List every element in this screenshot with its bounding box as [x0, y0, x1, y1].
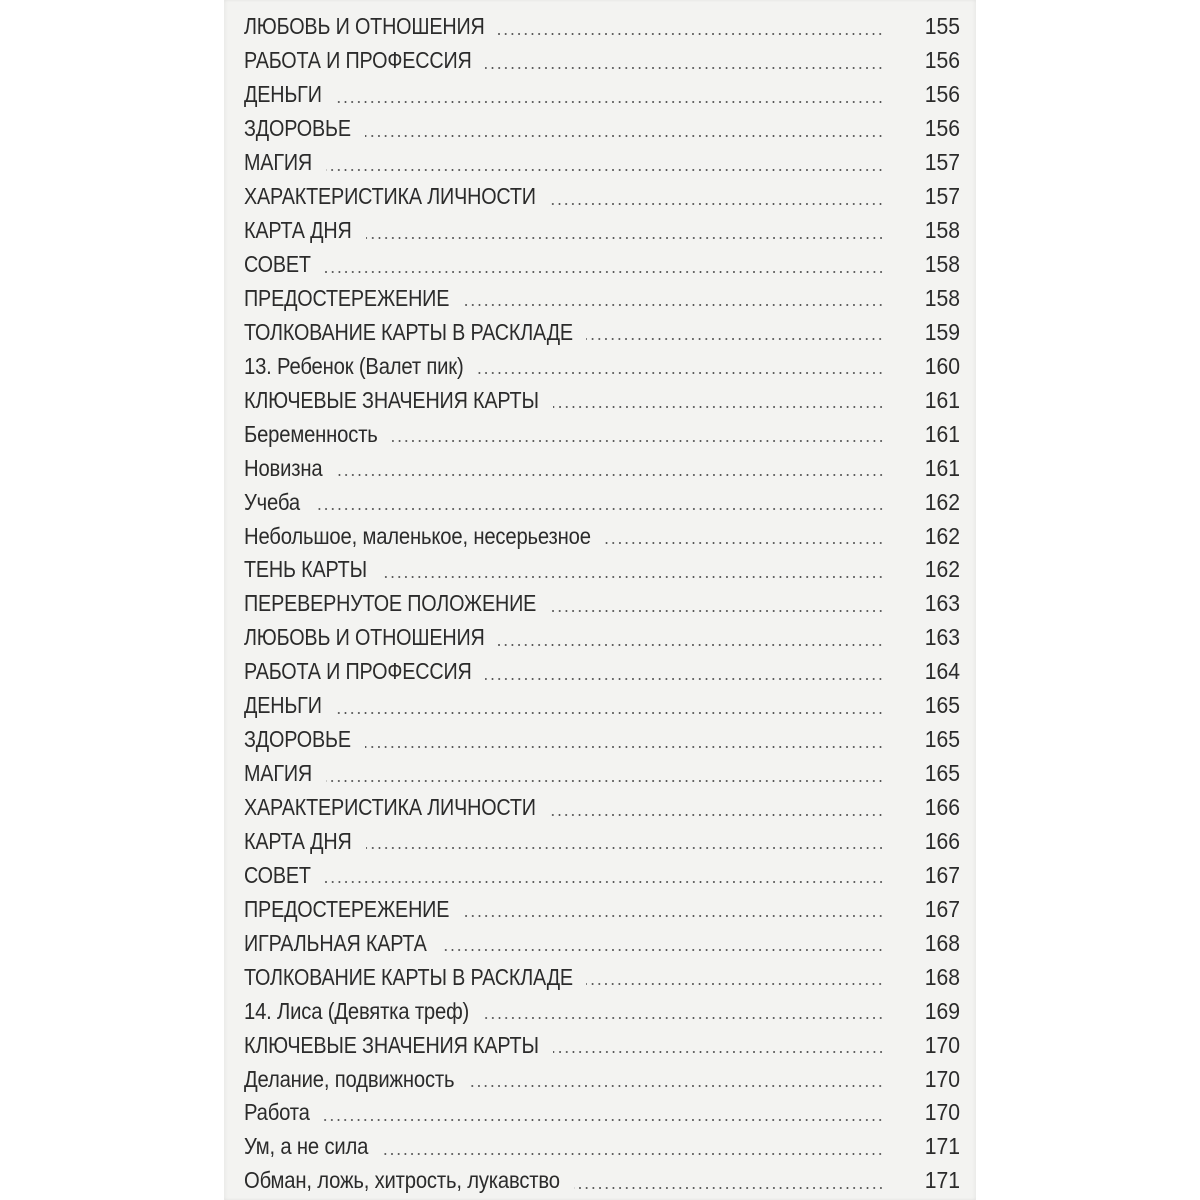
toc-entry	[244, 689, 960, 723]
dot-leader	[325, 271, 884, 273]
toc-entry-title: Работа	[244, 1099, 310, 1126]
toc-entry-page-number: 160	[924, 352, 960, 379]
toc-entry-page-number: 159	[924, 318, 960, 345]
toc-entry	[244, 892, 960, 926]
toc-entry	[244, 112, 960, 146]
dot-leader	[365, 746, 884, 748]
dot-leader	[336, 101, 884, 103]
toc-entry-page-number: 166	[924, 794, 960, 821]
toc-entry-title: Учеба	[244, 488, 300, 515]
toc-entry-title: ИГРАЛЬНАЯ КАРТА	[244, 929, 427, 956]
toc-entry-title: ЗДОРОВЬЕ	[244, 115, 351, 142]
toc-entry-page-number: 156	[924, 115, 960, 142]
toc-entry-page-number: 162	[924, 556, 960, 583]
dot-leader	[323, 1119, 884, 1121]
toc-entry	[244, 451, 960, 485]
toc-entry-page-number: 158	[924, 217, 960, 244]
toc-entry	[244, 1028, 960, 1062]
toc-entry	[244, 994, 960, 1028]
toc-entry-title: ПЕРЕВЕРНУТОЕ ПОЛОЖЕНИЕ	[244, 590, 537, 617]
toc-entry-title: СОВЕТ	[244, 861, 311, 888]
toc-entry	[244, 723, 960, 757]
toc-entry	[244, 44, 960, 78]
toc-entry	[244, 78, 960, 112]
toc-entry-title: КЛЮЧЕВЫЕ ЗНАЧЕНИЯ КАРТЫ	[244, 386, 539, 413]
toc-entry	[244, 248, 960, 282]
dot-leader	[336, 712, 884, 714]
toc-entry	[244, 146, 960, 180]
toc-entry-page-number: 166	[924, 827, 960, 854]
toc-entry-page-number: 156	[924, 47, 960, 74]
dot-leader	[366, 237, 884, 239]
toc-entry	[244, 655, 960, 689]
toc-entry-page-number: 155	[924, 13, 960, 40]
toc-entry-title: ХАРАКТЕРИСТИКА ЛИЧНОСТИ	[244, 794, 536, 821]
dot-leader	[463, 915, 884, 917]
dot-leader	[337, 474, 884, 476]
toc-entry	[244, 315, 960, 349]
toc-entry-title: ДЕНЬГИ	[244, 692, 322, 719]
toc-entry-title: Новизна	[244, 454, 323, 481]
toc-entry-page-number: 165	[924, 760, 960, 787]
dot-leader	[550, 814, 884, 816]
toc-entry	[244, 587, 960, 621]
toc-entry-title: РАБОТА И ПРОФЕССИЯ	[244, 658, 472, 685]
dot-leader	[326, 169, 884, 171]
toc-entry	[244, 214, 960, 248]
dot-leader	[498, 644, 884, 646]
toc-entry-page-number: 167	[924, 861, 960, 888]
toc-entry	[244, 349, 960, 383]
toc-entry-title: ЛЮБОВЬ И ОТНОШЕНИЯ	[244, 13, 485, 40]
toc-entry	[244, 791, 960, 825]
toc-entry	[244, 1164, 960, 1198]
toc-entry-title: ЗДОРОВЬЕ	[244, 726, 351, 753]
toc-entry-title: Делание, подвижность	[244, 1065, 455, 1092]
dot-leader	[586, 983, 884, 985]
toc-entry-page-number: 157	[924, 183, 960, 210]
toc-entry-page-number: 170	[924, 1065, 960, 1092]
toc-entry-page-number: 158	[924, 251, 960, 278]
dot-leader	[550, 203, 884, 205]
toc-entry	[244, 383, 960, 417]
dot-leader	[586, 338, 884, 340]
toc-entry-title: ТЕНЬ КАРТЫ	[244, 556, 367, 583]
toc-entry-title: КАРТА ДНЯ	[244, 827, 352, 854]
toc-entry-page-number: 162	[924, 488, 960, 515]
toc-entry-title: МАГИЯ	[244, 760, 313, 787]
toc-entry	[244, 180, 960, 214]
toc-entry	[244, 926, 960, 960]
dot-leader	[605, 542, 884, 544]
dot-leader	[365, 135, 884, 137]
toc-entry-page-number: 164	[924, 658, 960, 685]
dot-leader	[478, 372, 884, 374]
dot-leader	[382, 1153, 884, 1155]
toc-entry-page-number: 169	[924, 997, 960, 1024]
toc-entry-page-number: 168	[924, 963, 960, 990]
toc-entry	[244, 417, 960, 451]
dot-leader	[485, 67, 884, 69]
dot-leader	[483, 1017, 884, 1019]
toc-entry-title: КЛЮЧЕВЫЕ ЗНАЧЕНИЯ КАРТЫ	[244, 1031, 539, 1058]
toc-entry	[244, 757, 960, 791]
dot-leader	[574, 1187, 884, 1189]
toc-entry-title: ДЕНЬГИ	[244, 81, 322, 108]
toc-entry-page-number: 157	[924, 149, 960, 176]
dot-leader	[392, 440, 884, 442]
toc-entry	[244, 10, 960, 44]
dot-leader	[485, 678, 884, 680]
toc-entry-page-number: 171	[924, 1133, 960, 1160]
toc-entry-page-number: 158	[924, 284, 960, 311]
toc-entry	[244, 621, 960, 655]
dot-leader	[550, 610, 884, 612]
toc-entry-page-number: 170	[924, 1099, 960, 1126]
toc-entry-title: ТОЛКОВАНИЕ КАРТЫ В РАСКЛАДЕ	[244, 318, 573, 345]
toc-entry-title: 13. Ребенок (Валет пик)	[244, 352, 464, 379]
toc-entry	[244, 282, 960, 316]
toc-entry-page-number: 161	[924, 420, 960, 447]
toc-entry-title: Беременность	[244, 420, 378, 447]
book-page	[224, 0, 976, 1200]
toc-entry-title: ХАРАКТЕРИСТИКА ЛИЧНОСТИ	[244, 183, 536, 210]
toc-entry-title: ЛЮБОВЬ И ОТНОШЕНИЯ	[244, 624, 485, 651]
dot-leader	[441, 949, 884, 951]
toc-entry-title: 14. Лиса (Девятка треф)	[244, 997, 470, 1024]
toc-entry	[244, 825, 960, 859]
toc-entry-title: СОВЕТ	[244, 251, 311, 278]
toc-entry-title: ПРЕДОСТЕРЕЖЕНИЕ	[244, 284, 450, 311]
toc-entry-page-number: 170	[924, 1031, 960, 1058]
toc-entry	[244, 858, 960, 892]
toc-entry-page-number: 161	[924, 454, 960, 481]
toc-entry-page-number: 165	[924, 726, 960, 753]
toc-entry-title: Небольшое, маленькое, несерьезное	[244, 522, 591, 549]
dot-leader	[553, 1051, 884, 1053]
dot-leader	[553, 406, 884, 408]
toc-entry-title: МАГИЯ	[244, 149, 313, 176]
toc-entry-title: РАБОТА И ПРОФЕССИЯ	[244, 47, 472, 74]
dot-leader	[463, 304, 884, 306]
dot-leader	[498, 33, 884, 35]
dot-leader	[381, 576, 884, 578]
toc-entry-title: КАРТА ДНЯ	[244, 217, 352, 244]
toc-entry	[244, 485, 960, 519]
toc-entry-title: Обман, ложь, хитрость, лукавство	[244, 1167, 560, 1194]
toc-entry-page-number: 167	[924, 895, 960, 922]
toc-entry	[244, 519, 960, 553]
dot-leader	[326, 780, 884, 782]
toc-entry-page-number: 156	[924, 81, 960, 108]
toc-entry-page-number: 168	[924, 929, 960, 956]
table-of-contents	[244, 10, 960, 1198]
toc-entry-page-number: 162	[924, 522, 960, 549]
toc-entry-title: Ум, а не сила	[244, 1133, 369, 1160]
toc-entry-page-number: 161	[924, 386, 960, 413]
dot-leader	[325, 881, 884, 883]
toc-entry	[244, 553, 960, 587]
toc-entry-page-number: 165	[924, 692, 960, 719]
toc-entry	[244, 1062, 960, 1096]
toc-entry-title: ТОЛКОВАНИЕ КАРТЫ В РАСКЛАДЕ	[244, 963, 573, 990]
toc-entry	[244, 960, 960, 994]
toc-entry-title: ПРЕДОСТЕРЕЖЕНИЕ	[244, 895, 450, 922]
toc-entry	[244, 1130, 960, 1164]
dot-leader	[314, 508, 884, 510]
toc-entry	[244, 1096, 960, 1130]
toc-entry-page-number: 171	[924, 1167, 960, 1194]
dot-leader	[366, 847, 884, 849]
toc-entry-page-number: 163	[924, 624, 960, 651]
toc-entry-page-number: 163	[924, 590, 960, 617]
dot-leader	[468, 1085, 884, 1087]
